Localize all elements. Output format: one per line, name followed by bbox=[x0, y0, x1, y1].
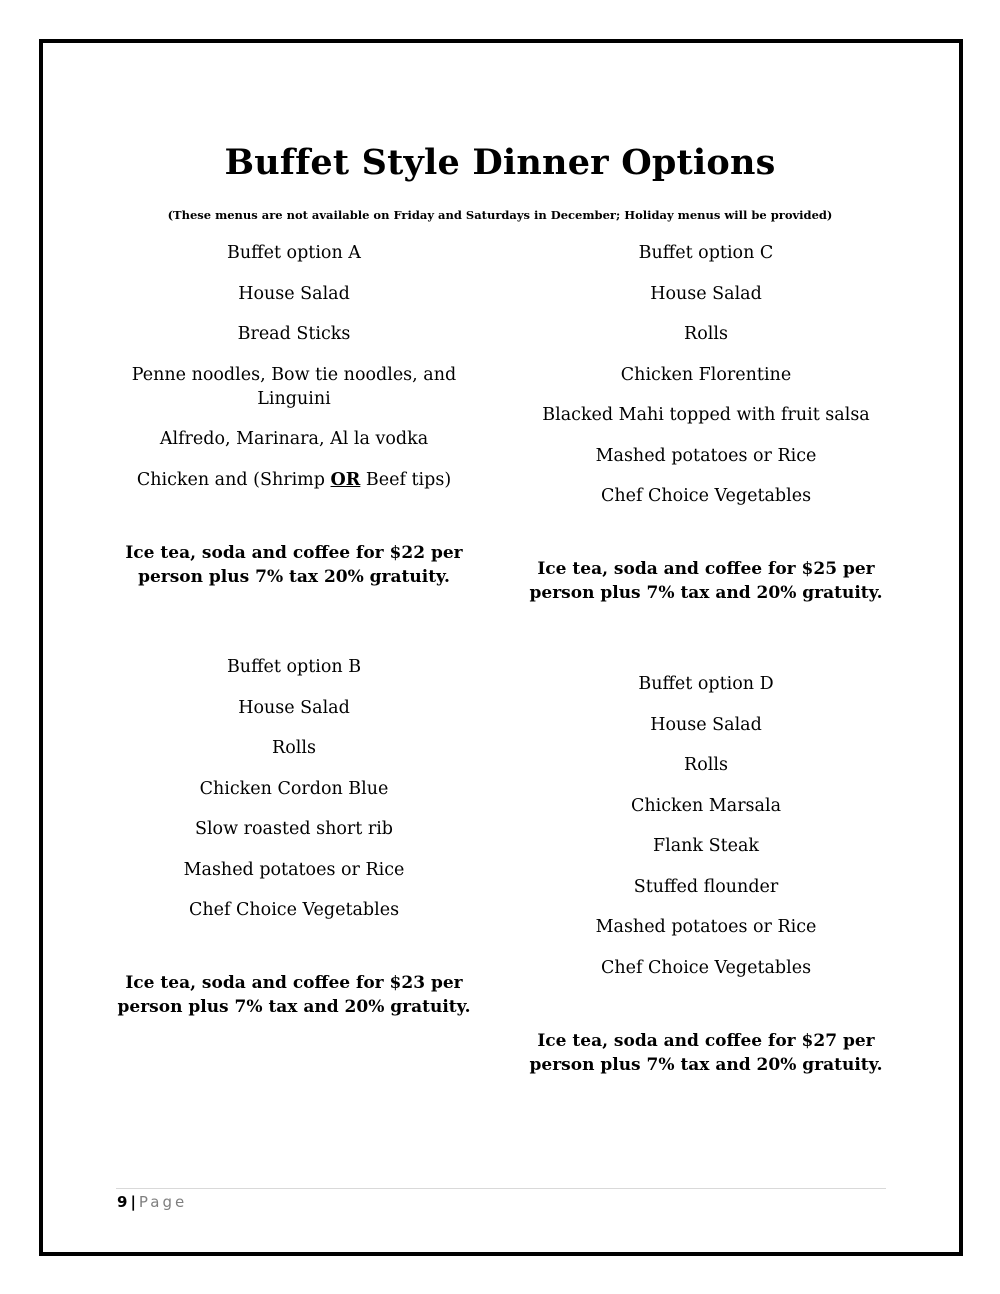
protein-emphasis: OR bbox=[330, 469, 361, 490]
menu-item: Rolls bbox=[272, 738, 316, 758]
menu-item: Chicken Cordon Blue bbox=[199, 778, 389, 799]
menu-item: Mashed potatoes or Rice bbox=[595, 445, 817, 466]
menu-item: Mashed potatoes or Rice bbox=[595, 917, 817, 937]
menu-item: Rolls bbox=[684, 324, 728, 344]
protein-suffix: Beef tips) bbox=[360, 469, 452, 490]
buffet-option-a bbox=[104, 241, 484, 589]
menu-item: Chef Choice Vegetables bbox=[600, 486, 812, 506]
price-note: Ice tea, soda and coffee for $22 per person plus 7% tax 20% gratuity. bbox=[125, 542, 463, 587]
menu-item: Chef Choice Vegetables bbox=[188, 900, 400, 920]
menu-item: Slow roasted short rib bbox=[194, 819, 394, 839]
footer-divider bbox=[116, 1188, 886, 1189]
option-heading: Buffet option B bbox=[226, 657, 362, 677]
page-label: Page bbox=[138, 1193, 188, 1211]
price-note: Ice tea, soda and coffee for $27 per person plus 7% tax and 20% gratuity. bbox=[529, 1030, 883, 1075]
menu-item: Penne noodles, Bow tie noodles, and Linguini bbox=[131, 364, 457, 409]
menu-item: Bread Sticks bbox=[237, 324, 351, 344]
price-note: Ice tea, soda and coffee for $25 per person plus 7% tax and 20% gratuity. bbox=[529, 559, 883, 603]
availability-note: (These menus are not available on Friday and Saturdays in December; Holiday menus will be provided) bbox=[167, 208, 833, 222]
menu-item: Chef Choice Vegetables bbox=[600, 957, 812, 978]
menu-item: Chicken Florentine bbox=[620, 364, 792, 385]
page-number: 9 bbox=[117, 1193, 128, 1211]
menu-item: Mashed potatoes or Rice bbox=[183, 859, 405, 880]
menu-item: House Salad bbox=[238, 697, 350, 718]
buffet-option-d bbox=[516, 672, 896, 1077]
protein-prefix: Chicken and (Shrimp bbox=[136, 469, 331, 490]
buffet-option-c bbox=[516, 241, 896, 605]
menu-item: Stuffed flounder bbox=[633, 876, 779, 897]
menu-item: House Salad bbox=[650, 714, 762, 735]
menu-item: House Salad bbox=[650, 283, 762, 304]
option-heading: Buffet option D bbox=[638, 674, 774, 694]
menu-item: Chicken Marsala bbox=[630, 795, 781, 816]
page-footer bbox=[117, 1193, 187, 1211]
menu-item: Blacked Mahi topped with fruit salsa bbox=[542, 405, 870, 425]
menu-item-protein bbox=[104, 468, 484, 492]
footer-separator: | bbox=[130, 1193, 136, 1211]
buffet-option-b bbox=[104, 655, 484, 1019]
option-heading: Buffet option A bbox=[227, 243, 361, 263]
menu-item: House Salad bbox=[238, 283, 350, 304]
menu-item: Alfredo, Marinara, Al la vodka bbox=[159, 429, 429, 449]
menu-item: Rolls bbox=[684, 755, 728, 775]
menu-item: Flank Steak bbox=[652, 836, 760, 856]
option-heading: Buffet option C bbox=[638, 243, 774, 263]
price-note: Ice tea, soda and coffee for $23 per person plus 7% tax and 20% gratuity. bbox=[117, 973, 471, 1017]
page-title: Buffet Style Dinner Options bbox=[224, 142, 776, 183]
